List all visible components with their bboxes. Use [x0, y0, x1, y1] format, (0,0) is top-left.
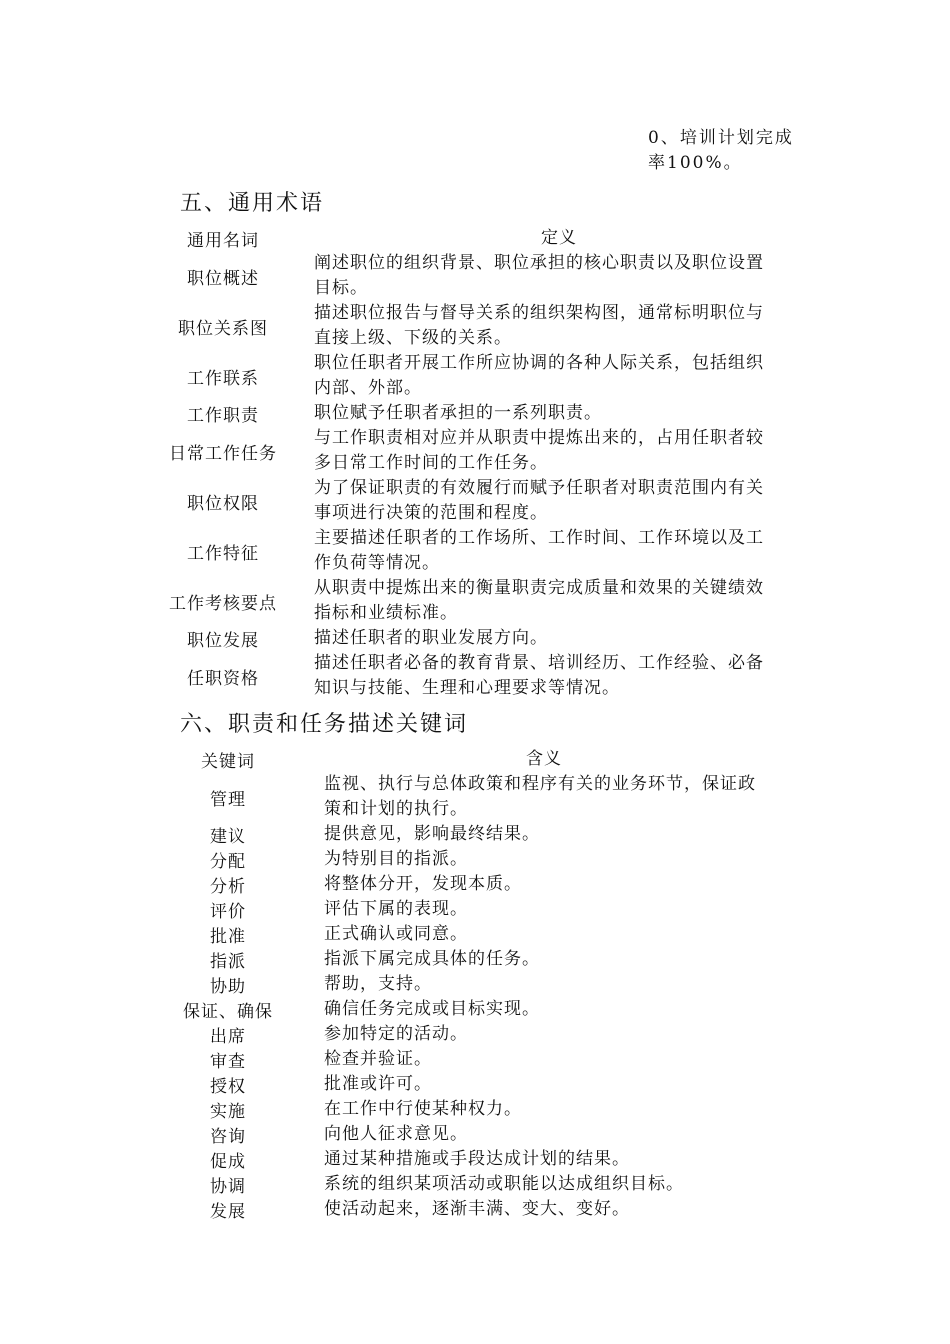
keyword-row: [0, 1072, 950, 1097]
definition-line: 向他人征求意见。: [324, 1124, 468, 1144]
definition-cell: [324, 1097, 814, 1122]
definition-cell: [324, 1147, 814, 1172]
fragment-line: 率100%。: [648, 153, 743, 173]
term-cell: 指派: [210, 952, 246, 972]
definition-cell: [314, 301, 804, 351]
definition-cell: [324, 947, 814, 972]
glossary-row: [0, 251, 950, 301]
definition-line: 为了保证职责的有效履行而赋予任职者对职责范围内有关: [314, 478, 764, 498]
definition-line: 提供意见，影响最终结果。: [324, 824, 540, 844]
definition-line: 从职责中提炼出来的衡量职责完成质量和效果的关键绩效: [314, 578, 764, 598]
keyword-row: [0, 972, 950, 997]
keyword-row: [0, 872, 950, 897]
definition-line: 职位任职者开展工作所应协调的各种人际关系，包括组织: [314, 353, 764, 373]
term-cell: 审查: [210, 1052, 246, 1072]
definition-cell: [324, 922, 814, 947]
definition-line: 系统的组织某项活动或职能以达成组织目标。: [324, 1174, 684, 1194]
section-5-heading: 五、通用术语: [180, 191, 325, 216]
definition-cell: [324, 1122, 814, 1147]
definition-cell: [324, 1072, 814, 1097]
definition-cell: [324, 1197, 814, 1222]
definition-cell: [324, 1172, 814, 1197]
definition-line: 直接上级、下级的关系。: [314, 328, 512, 348]
keyword-row: [0, 847, 950, 872]
definition-cell: [324, 1047, 814, 1072]
keyword-row: [0, 822, 950, 847]
definition-line: 批准或许可。: [324, 1074, 432, 1094]
fragment-line: 0、培训计划完成: [648, 128, 794, 148]
term-cell: 工作特征: [187, 543, 259, 564]
definition-cell: [314, 526, 804, 576]
term-cell: 任职资格: [187, 668, 259, 689]
definition-line: 事项进行决策的范围和程度。: [314, 503, 548, 523]
definition-line: 指标和业绩标准。: [314, 603, 458, 623]
definition-cell: [314, 401, 804, 426]
meaning-column-header: 含义: [526, 749, 562, 769]
definition-line: 职位赋予任职者承担的一系列职责。: [314, 403, 602, 423]
definition-line: 阐述职位的组织背景、职位承担的核心职责以及职位设置: [314, 253, 764, 273]
definition-cell: [324, 847, 814, 872]
definition-line: 知识与技能、生理和心理要求等情况。: [314, 678, 620, 698]
keyword-row: [0, 772, 950, 822]
glossary-row: [0, 526, 950, 576]
term-cell: 职位概述: [187, 268, 259, 289]
glossary-row: [0, 476, 950, 526]
keyword-row: [0, 997, 950, 1022]
definition-line: 帮助，支持。: [324, 974, 432, 994]
glossary-row: [0, 576, 950, 626]
term-cell: 保证、确保: [183, 1002, 273, 1022]
definition-line: 主要描述任职者的工作场所、工作时间、工作环境以及工: [314, 528, 764, 548]
glossary-row: [0, 651, 950, 701]
term-cell: 协调: [210, 1177, 246, 1197]
definition-line: 描述职位报告与督导关系的组织架构图，通常标明职位与: [314, 303, 764, 323]
term-cell: 出席: [210, 1027, 246, 1047]
definition-cell: [324, 972, 814, 997]
definition-line: 使活动起来，逐渐丰满、变大、变好。: [324, 1199, 630, 1219]
definition-line: 检查并验证。: [324, 1049, 432, 1069]
definition-line: 确信任务完成或目标实现。: [324, 999, 540, 1019]
definition-column-header: 定义: [541, 228, 577, 248]
glossary-row: [0, 426, 950, 476]
term-cell: 日常工作任务: [169, 443, 277, 464]
term-column-header: 通用名词: [187, 231, 259, 251]
term-cell: 分析: [210, 877, 246, 897]
term-cell: 批准: [210, 927, 246, 947]
glossary-table: [0, 226, 950, 701]
definition-line: 将整体分开，发现本质。: [324, 874, 522, 894]
definition-line: 内部、外部。: [314, 378, 422, 398]
term-cell: 实施: [210, 1102, 246, 1122]
definition-line: 多日常工作时间的工作任务。: [314, 453, 548, 473]
definition-line: 与工作职责相对应并从职责中提炼出来的，占用任职者较: [314, 428, 764, 448]
section-6-heading: 六、职责和任务描述关键词: [180, 712, 469, 737]
term-cell: 职位发展: [187, 631, 259, 651]
term-cell: 发展: [210, 1202, 246, 1222]
definition-cell: [314, 626, 804, 651]
keyword-row: [0, 1122, 950, 1147]
keyword-header-row: [0, 747, 950, 772]
definition-line: 描述任职者必备的教育背景、培训经历、工作经验、必备: [314, 653, 764, 673]
keyword-row: [0, 1197, 950, 1222]
definition-cell: [324, 1022, 814, 1047]
term-cell: 协助: [210, 977, 246, 997]
previous-page-fragment: [648, 126, 808, 176]
definition-cell: [314, 251, 804, 301]
keyword-table: [0, 747, 950, 1222]
term-cell: 建议: [210, 827, 246, 847]
glossary-row: [0, 301, 950, 351]
term-cell: 分配: [210, 852, 246, 872]
definition-cell: [314, 576, 804, 626]
definition-line: 监视、执行与总体政策和程序有关的业务环节，保证政: [324, 774, 756, 794]
glossary-row: [0, 351, 950, 401]
glossary-row: [0, 401, 950, 426]
definition-line: 正式确认或同意。: [324, 924, 468, 944]
term-cell: 管理: [210, 789, 246, 810]
keyword-row: [0, 947, 950, 972]
keyword-row: [0, 1047, 950, 1072]
definition-cell: [314, 476, 804, 526]
definition-cell: [324, 822, 814, 847]
definition-cell: [314, 351, 804, 401]
definition-line: 描述任职者的职业发展方向。: [314, 628, 548, 648]
definition-line: 参加特定的活动。: [324, 1024, 468, 1044]
definition-line: 在工作中行使某种权力。: [324, 1099, 522, 1119]
definition-line: 指派下属完成具体的任务。: [324, 949, 540, 969]
keyword-row: [0, 897, 950, 922]
definition-line: 作负荷等情况。: [314, 553, 440, 573]
term-cell: 职位权限: [187, 493, 259, 514]
term-cell: 职位关系图: [178, 318, 268, 339]
term-cell: 评价: [210, 902, 246, 922]
keyword-row: [0, 1172, 950, 1197]
definition-cell: [324, 872, 814, 897]
definition-cell: [314, 426, 804, 476]
term-cell: 促成: [210, 1152, 246, 1172]
definition-cell: [324, 997, 814, 1022]
definition-line: 评估下属的表现。: [324, 899, 468, 919]
definition-line: 策和计划的执行。: [324, 799, 468, 819]
definition-cell: [314, 651, 804, 701]
definition-line: 目标。: [314, 278, 368, 298]
term-cell: 授权: [210, 1077, 246, 1097]
keyword-row: [0, 922, 950, 947]
glossary-row: [0, 626, 950, 651]
definition-line: 通过某种措施或手段达成计划的结果。: [324, 1149, 630, 1169]
keyword-row: [0, 1097, 950, 1122]
keyword-row: [0, 1022, 950, 1047]
glossary-header-row: [0, 226, 950, 251]
term-cell: 工作职责: [187, 406, 259, 426]
term-cell: 工作联系: [187, 368, 259, 389]
keyword-row: [0, 1147, 950, 1172]
definition-cell: [324, 897, 814, 922]
keyword-column-header: 关键词: [201, 752, 255, 772]
definition-cell: [324, 772, 814, 822]
term-cell: 工作考核要点: [169, 593, 277, 614]
definition-line: 为特别目的指派。: [324, 849, 468, 869]
term-cell: 咨询: [210, 1127, 246, 1147]
